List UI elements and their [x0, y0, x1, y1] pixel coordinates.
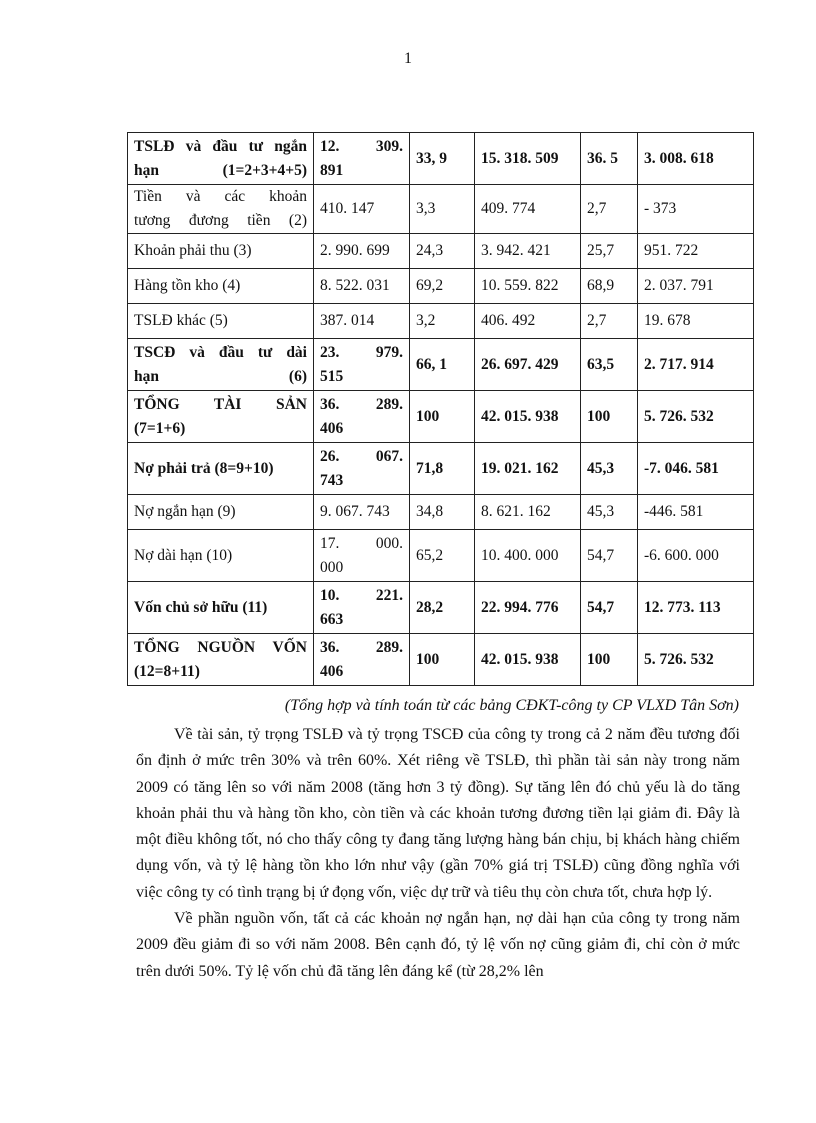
- percent-2009: 54,7: [581, 582, 638, 634]
- row-label-line: Vốn chủ sở hữu (11): [134, 598, 268, 616]
- table-row: [128, 443, 754, 495]
- difference: -446. 581: [638, 495, 754, 530]
- table-row: [128, 339, 754, 391]
- value-2009: 42. 015. 938: [475, 634, 581, 686]
- difference: -7. 046. 581: [638, 443, 754, 495]
- value-2008-line: 9. 067. 743: [320, 503, 390, 520]
- value-2009: 22. 994. 776: [475, 582, 581, 634]
- difference: 5. 726. 532: [638, 391, 754, 443]
- row-label: [128, 443, 314, 495]
- row-label-line: hạn (6): [134, 367, 307, 385]
- balance-sheet-table: [127, 132, 754, 686]
- percent-2009: 2,7: [581, 304, 638, 339]
- body-text: [136, 722, 740, 985]
- value-2008: [314, 133, 410, 185]
- row-label-line: tương đương tiền (2): [134, 212, 307, 229]
- value-2008-line: 2. 990. 699: [320, 242, 390, 259]
- table-row: [128, 634, 754, 686]
- row-label-line: TỔNG NGUỒN VỐN: [134, 638, 307, 656]
- value-2008-line: 387. 014: [320, 312, 375, 329]
- percent-2009: 100: [581, 634, 638, 686]
- value-2008-line: 515: [320, 367, 344, 385]
- percent-2009: 45,3: [581, 443, 638, 495]
- value-2008-line: 36. 289.: [320, 638, 403, 656]
- difference: 19. 678: [638, 304, 754, 339]
- row-label: [128, 133, 314, 185]
- row-label-line: Khoản phải thu (3): [134, 242, 252, 259]
- percent-2008: 100: [410, 634, 475, 686]
- row-label-line: Nợ dài hạn (10): [134, 546, 233, 564]
- row-label: [128, 495, 314, 530]
- percent-2009: 36. 5: [581, 133, 638, 185]
- table-row: [128, 269, 754, 304]
- value-2008-line: 10. 221.: [320, 586, 403, 604]
- value-2009: 10. 400. 000: [475, 530, 581, 582]
- value-2008: [314, 339, 410, 391]
- percent-2009: 63,5: [581, 339, 638, 391]
- value-2008-line: 663: [320, 610, 344, 628]
- difference: 951. 722: [638, 234, 754, 269]
- paragraph-assets: Về tài sản, tỷ trọng TSLĐ và tỷ trọng TSCĐ của công ty trong cả 2 năm đều tương đối ổn định ở mức trên 30% và trên 60%. Xét riêng về TSLĐ, thì phần tài sản này trong năm 2009 có tăng lên so với năm 2008 (tăng hơn 3 tỷ đồng). Sự tăng lên đó chủ yếu là do tăng khoản phải thu và hàng tồn kho, còn tiền và các khoản tương đương tiền lại giảm đi. Đây là một điều không tốt, nó cho thấy công ty đang tăng lượng hàng bán chịu, bị khách hàng chiếm dụng vốn, và tỷ lệ hàng tồn kho lớn như vậy (gần 70% giá trị TSLĐ) cũng đồng nghĩa với việc công ty có tình trạng bị ứ đọng vốn, việc dự trữ và tiêu thụ còn chưa tốt, chưa hợp lý.: [136, 726, 740, 901]
- value-2008-line: 000: [320, 558, 344, 576]
- value-2008: [314, 443, 410, 495]
- table-row: [128, 185, 754, 234]
- percent-2008: 3,2: [410, 304, 475, 339]
- row-label-line: TỔNG TÀI SẢN: [134, 395, 307, 413]
- row-label: [128, 530, 314, 582]
- row-label-line: TSLĐ khác (5): [134, 312, 228, 329]
- paragraph-capital: Về phần nguồn vốn, tất cả các khoản nợ ngắn hạn, nợ dài hạn của công ty trong năm 2009 đều giảm đi so với năm 2008. Bên cạnh đó, tỷ lệ vốn nợ cũng giảm đi, chỉ còn ở mức trên dưới 50%. Tỷ lệ vốn chủ đã tăng lên đáng kể (từ 28,2% lên: [136, 910, 740, 980]
- difference: 2. 037. 791: [638, 269, 754, 304]
- value-2008-line: 23. 979.: [320, 343, 403, 361]
- value-2008-line: 36. 289.: [320, 395, 403, 413]
- value-2009: 42. 015. 938: [475, 391, 581, 443]
- value-2008: [314, 582, 410, 634]
- value-2008-line: 17. 000.: [320, 534, 403, 552]
- source-note: (Tổng hợp và tính toán từ các bảng CĐKT-công ty CP VLXD Tân Sơn): [284, 697, 739, 714]
- table-row: [128, 391, 754, 443]
- row-label-line: hạn (1=2+3+4+5): [134, 161, 307, 179]
- value-2008: [314, 530, 410, 582]
- row-label: [128, 185, 314, 234]
- row-label: [128, 269, 314, 304]
- row-label-line: (12=8+11): [134, 662, 200, 680]
- value-2009: 10. 559. 822: [475, 269, 581, 304]
- difference: -6. 600. 000: [638, 530, 754, 582]
- percent-2009: 25,7: [581, 234, 638, 269]
- percent-2008: 33, 9: [410, 133, 475, 185]
- difference: 12. 773. 113: [638, 582, 754, 634]
- difference: 2. 717. 914: [638, 339, 754, 391]
- row-label: [128, 339, 314, 391]
- value-2008-line: 891: [320, 161, 344, 179]
- percent-2008: 66, 1: [410, 339, 475, 391]
- value-2008: [314, 391, 410, 443]
- value-2008-line: 26. 067.: [320, 447, 403, 465]
- percent-2008: 69,2: [410, 269, 475, 304]
- percent-2008: 3,3: [410, 185, 475, 234]
- row-label: [128, 634, 314, 686]
- value-2008-line: 8. 522. 031: [320, 277, 390, 294]
- percent-2008: 100: [410, 391, 475, 443]
- table-row: [128, 582, 754, 634]
- value-2009: 8. 621. 162: [475, 495, 581, 530]
- value-2008-line: 410. 147: [320, 200, 375, 217]
- percent-2008: 71,8: [410, 443, 475, 495]
- value-2008-line: 12. 309.: [320, 137, 403, 155]
- percent-2008: 34,8: [410, 495, 475, 530]
- value-2008-line: 406: [320, 662, 344, 680]
- value-2008: [314, 495, 410, 530]
- row-label-line: TSLĐ và đầu tư ngắn: [134, 137, 307, 155]
- row-label: [128, 582, 314, 634]
- difference: 5. 726. 532: [638, 634, 754, 686]
- value-2008-line: 743: [320, 471, 344, 489]
- row-label-line: Nợ ngắn hạn (9): [134, 503, 236, 520]
- value-2009: 19. 021. 162: [475, 443, 581, 495]
- row-label-line: TSCĐ và đầu tư dài: [134, 343, 307, 361]
- value-2008: [314, 234, 410, 269]
- difference: 3. 008. 618: [638, 133, 754, 185]
- percent-2009: 68,9: [581, 269, 638, 304]
- page-number: 1: [404, 50, 412, 67]
- table-row: [128, 133, 754, 185]
- table-row: [128, 304, 754, 339]
- value-2008: [314, 269, 410, 304]
- row-label: [128, 391, 314, 443]
- row-label: [128, 304, 314, 339]
- value-2009: 3. 942. 421: [475, 234, 581, 269]
- percent-2008: 24,3: [410, 234, 475, 269]
- value-2009: 15. 318. 509: [475, 133, 581, 185]
- percent-2009: 45,3: [581, 495, 638, 530]
- table-row: [128, 530, 754, 582]
- value-2008: [314, 634, 410, 686]
- row-label: [128, 234, 314, 269]
- value-2008: [314, 304, 410, 339]
- value-2009: 409. 774: [475, 185, 581, 234]
- percent-2009: 54,7: [581, 530, 638, 582]
- percent-2008: 65,2: [410, 530, 475, 582]
- row-label-line: (7=1+6): [134, 419, 186, 437]
- row-label-line: Hàng tồn kho (4): [134, 277, 241, 294]
- value-2009: 406. 492: [475, 304, 581, 339]
- row-label-line: Nợ phải trả (8=9+10): [134, 459, 274, 477]
- difference: - 373: [638, 185, 754, 234]
- row-label-line: Tiền và các khoản: [134, 188, 307, 205]
- table-row: [128, 495, 754, 530]
- value-2008: [314, 185, 410, 234]
- table-row: [128, 234, 754, 269]
- value-2009: 26. 697. 429: [475, 339, 581, 391]
- value-2008-line: 406: [320, 419, 344, 437]
- percent-2009: 100: [581, 391, 638, 443]
- percent-2008: 28,2: [410, 582, 475, 634]
- percent-2009: 2,7: [581, 185, 638, 234]
